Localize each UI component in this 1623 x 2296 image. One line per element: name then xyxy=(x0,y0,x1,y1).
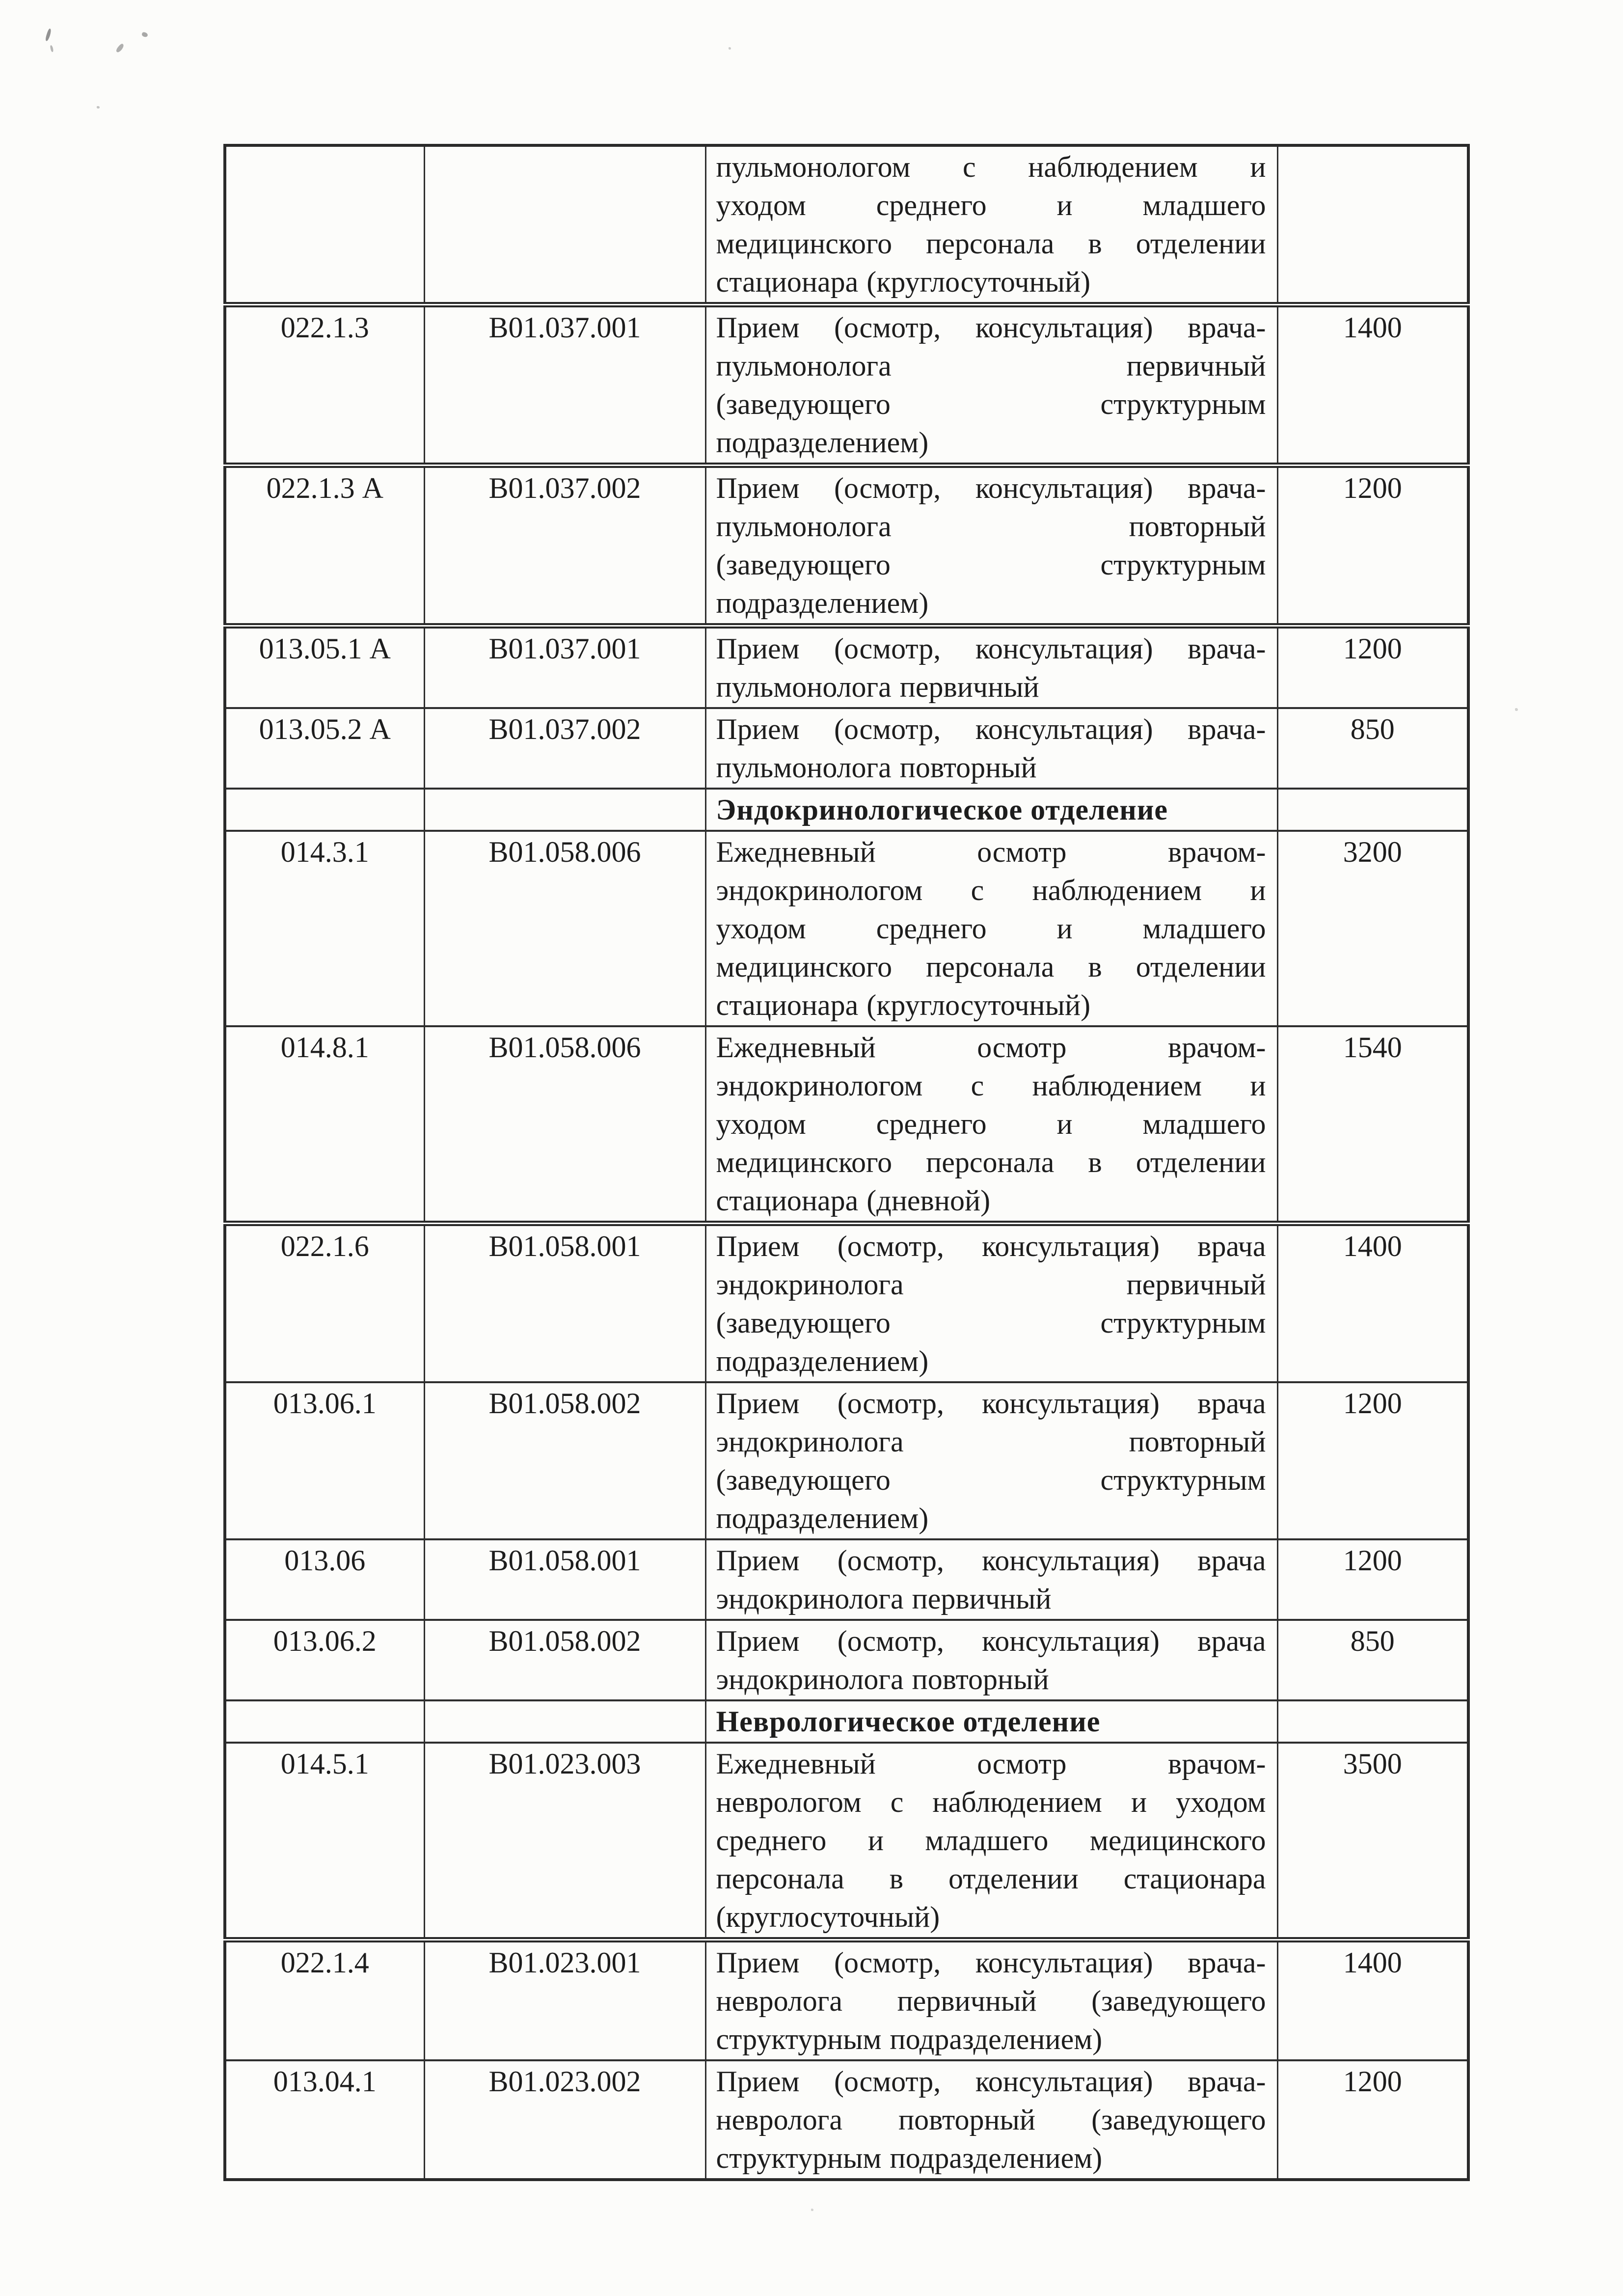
service-row xyxy=(225,1026,1468,1224)
service-code-cell xyxy=(424,789,705,831)
service-code-cell: В01.037.002 xyxy=(424,465,705,626)
code-cell: 022.1.3 xyxy=(225,305,424,465)
description-line: Прием (осмотр, консультация) врача xyxy=(716,1544,1266,1577)
service-code-cell xyxy=(424,1700,705,1743)
service-row xyxy=(225,708,1468,789)
service-code-cell: В01.058.001 xyxy=(424,1539,705,1620)
description-cell xyxy=(705,1382,1277,1539)
price-cell xyxy=(1277,1700,1468,1743)
description-line: стационара (круглосуточный) xyxy=(716,266,1091,298)
description-cell xyxy=(705,305,1277,465)
description-cell xyxy=(705,1224,1277,1383)
description-line: Ежедневный осмотр врачом- xyxy=(716,1748,1266,1780)
description-line: Прием (осмотр, консультация) врача- xyxy=(716,472,1266,504)
description-line: (заведующего структурным xyxy=(716,1464,1266,1496)
code-cell xyxy=(225,145,424,305)
service-row xyxy=(225,1940,1468,2061)
price-cell: 1200 xyxy=(1277,1539,1468,1620)
description-line: (заведующего структурным xyxy=(716,388,1266,420)
service-code-cell: В01.058.006 xyxy=(424,1026,705,1224)
description-line: уходом среднего и младшего xyxy=(716,1108,1266,1140)
description-line: подразделением) xyxy=(716,426,929,459)
code-cell: 013.06.2 xyxy=(225,1620,424,1700)
description-line: среднего и младшего медицинского xyxy=(716,1824,1266,1857)
price-cell: 1540 xyxy=(1277,1026,1468,1224)
service-row xyxy=(225,831,1468,1026)
scan-speck xyxy=(45,28,52,42)
code-cell: 022.1.4 xyxy=(225,1940,424,2061)
description-line: структурным подразделением) xyxy=(716,2023,1103,2055)
section-title: Неврологическое отделение xyxy=(716,1705,1101,1738)
price-cell: 1400 xyxy=(1277,1224,1468,1383)
price-cell: 1200 xyxy=(1277,626,1468,709)
price-cell: 1200 xyxy=(1277,465,1468,626)
service-code-cell: В01.058.002 xyxy=(424,1382,705,1539)
description-line: неврологом с наблюдением и уходом xyxy=(716,1786,1266,1818)
price-table-body xyxy=(225,145,1468,2180)
description-line: (круглосуточный) xyxy=(716,1901,940,1933)
price-cell: 1200 xyxy=(1277,2060,1468,2180)
code-cell xyxy=(225,789,424,831)
description-cell xyxy=(705,465,1277,626)
price-cell: 3200 xyxy=(1277,831,1468,1026)
service-code-cell: В01.037.002 xyxy=(424,708,705,789)
code-cell: 022.1.6 xyxy=(225,1224,424,1383)
description-cell xyxy=(705,145,1277,305)
description-cell xyxy=(705,831,1277,1026)
code-cell: 013.05.1 А xyxy=(225,626,424,709)
description-line: Прием (осмотр, консультация) врача xyxy=(716,1230,1266,1262)
description-line: пульмонологом с наблюдением и xyxy=(716,151,1266,183)
service-row xyxy=(225,2060,1468,2180)
code-cell: 013.04.1 xyxy=(225,2060,424,2180)
scan-speck xyxy=(141,32,148,38)
scan-speck xyxy=(729,47,731,50)
code-cell: 013.06.1 xyxy=(225,1382,424,1539)
continuation-row xyxy=(225,145,1468,305)
service-code-cell: В01.058.002 xyxy=(424,1620,705,1700)
description-line: стационара (дневной) xyxy=(716,1184,991,1217)
description-line: Ежедневный осмотр врачом- xyxy=(716,836,1266,868)
description-cell xyxy=(705,1026,1277,1224)
description-cell xyxy=(705,1940,1277,2061)
price-cell: 1400 xyxy=(1277,1940,1468,2061)
service-row xyxy=(225,1620,1468,1700)
price-table xyxy=(223,144,1470,2181)
service-code-cell: В01.037.001 xyxy=(424,305,705,465)
price-cell xyxy=(1277,145,1468,305)
section-title: Эндокринологическое отделение xyxy=(716,793,1168,826)
description-line: пульмонолога первичный xyxy=(716,671,1039,703)
description-cell xyxy=(705,626,1277,709)
description-cell xyxy=(705,789,1277,831)
price-cell: 1400 xyxy=(1277,305,1468,465)
service-row xyxy=(225,305,1468,465)
price-cell: 3500 xyxy=(1277,1743,1468,1940)
description-cell xyxy=(705,708,1277,789)
description-line: медицинского персонала в отделении xyxy=(716,1146,1266,1178)
description-line: подразделением) xyxy=(716,1345,929,1377)
code-cell: 013.05.2 А xyxy=(225,708,424,789)
description-line: Прием (осмотр, консультация) врача xyxy=(716,1625,1266,1657)
description-line: подразделением) xyxy=(716,587,929,619)
code-cell: 014.3.1 xyxy=(225,831,424,1026)
service-row xyxy=(225,1539,1468,1620)
description-line: уходом среднего и младшего xyxy=(716,189,1266,221)
description-line: Прием (осмотр, консультация) врача- xyxy=(716,1946,1266,1979)
service-code-cell: В01.037.001 xyxy=(424,626,705,709)
description-line: пульмонолога первичный xyxy=(716,350,1266,382)
code-cell: 013.06 xyxy=(225,1539,424,1620)
description-line: эндокринолога повторный xyxy=(716,1425,1266,1458)
service-row xyxy=(225,1224,1468,1383)
scan-speck xyxy=(115,43,125,53)
description-line: (заведующего структурным xyxy=(716,1307,1266,1339)
description-line: невролога первичный (заведующего xyxy=(716,1985,1266,2017)
description-line: Прием (осмотр, консультация) врача xyxy=(716,1387,1266,1420)
service-row xyxy=(225,1743,1468,1940)
description-line: медицинского персонала в отделении xyxy=(716,227,1266,260)
scan-speck xyxy=(97,106,100,109)
description-line: эндокринологом с наблюдением и xyxy=(716,1069,1266,1102)
description-line: эндокринологом с наблюдением и xyxy=(716,874,1266,906)
code-cell: 022.1.3 А xyxy=(225,465,424,626)
price-cell: 1200 xyxy=(1277,1382,1468,1539)
description-line: структурным подразделением) xyxy=(716,2142,1103,2174)
service-row xyxy=(225,626,1468,709)
description-cell xyxy=(705,1620,1277,1700)
service-row xyxy=(225,465,1468,626)
description-line: Прием (осмотр, консультация) врача- xyxy=(716,2065,1266,2098)
description-line: медицинского персонала в отделении xyxy=(716,951,1266,983)
description-line: подразделением) xyxy=(716,1502,929,1534)
service-code-cell: В01.023.002 xyxy=(424,2060,705,2180)
scan-speck xyxy=(1515,708,1518,711)
code-cell: 014.8.1 xyxy=(225,1026,424,1224)
description-cell xyxy=(705,1700,1277,1743)
description-line: Прием (осмотр, консультация) врача- xyxy=(716,713,1266,745)
service-code-cell: В01.023.001 xyxy=(424,1940,705,2061)
scan-speck xyxy=(811,2209,813,2211)
description-line: Прием (осмотр, консультация) врача- xyxy=(716,632,1266,665)
description-line: стационара (круглосуточный) xyxy=(716,989,1091,1021)
service-row xyxy=(225,1382,1468,1539)
code-cell: 014.5.1 xyxy=(225,1743,424,1940)
code-cell xyxy=(225,1700,424,1743)
description-cell xyxy=(705,1743,1277,1940)
description-cell xyxy=(705,1539,1277,1620)
description-line: Прием (осмотр, консультация) врача- xyxy=(716,311,1266,344)
description-line: персонала в отделении стационара xyxy=(716,1862,1266,1895)
price-cell xyxy=(1277,789,1468,831)
description-line: пульмонолога повторный xyxy=(716,510,1266,543)
price-cell: 850 xyxy=(1277,1620,1468,1700)
description-line: Ежедневный осмотр врачом- xyxy=(716,1031,1266,1064)
description-line: пульмонолога повторный xyxy=(716,751,1037,784)
description-line: эндокринолога первичный xyxy=(716,1268,1266,1301)
service-code-cell xyxy=(424,145,705,305)
service-code-cell: В01.058.001 xyxy=(424,1224,705,1383)
description-line: невролога повторный (заведующего xyxy=(716,2104,1266,2136)
description-cell xyxy=(705,2060,1277,2180)
description-line: уходом среднего и младшего xyxy=(716,912,1266,945)
description-line: (заведующего структурным xyxy=(716,548,1266,581)
section-row xyxy=(225,1700,1468,1743)
price-cell: 850 xyxy=(1277,708,1468,789)
description-line: эндокринолога повторный xyxy=(716,1663,1049,1695)
section-row xyxy=(225,789,1468,831)
service-code-cell: В01.058.006 xyxy=(424,831,705,1026)
scan-speck xyxy=(50,45,54,53)
service-code-cell: В01.023.003 xyxy=(424,1743,705,1940)
description-line: эндокринолога первичный xyxy=(716,1583,1052,1615)
